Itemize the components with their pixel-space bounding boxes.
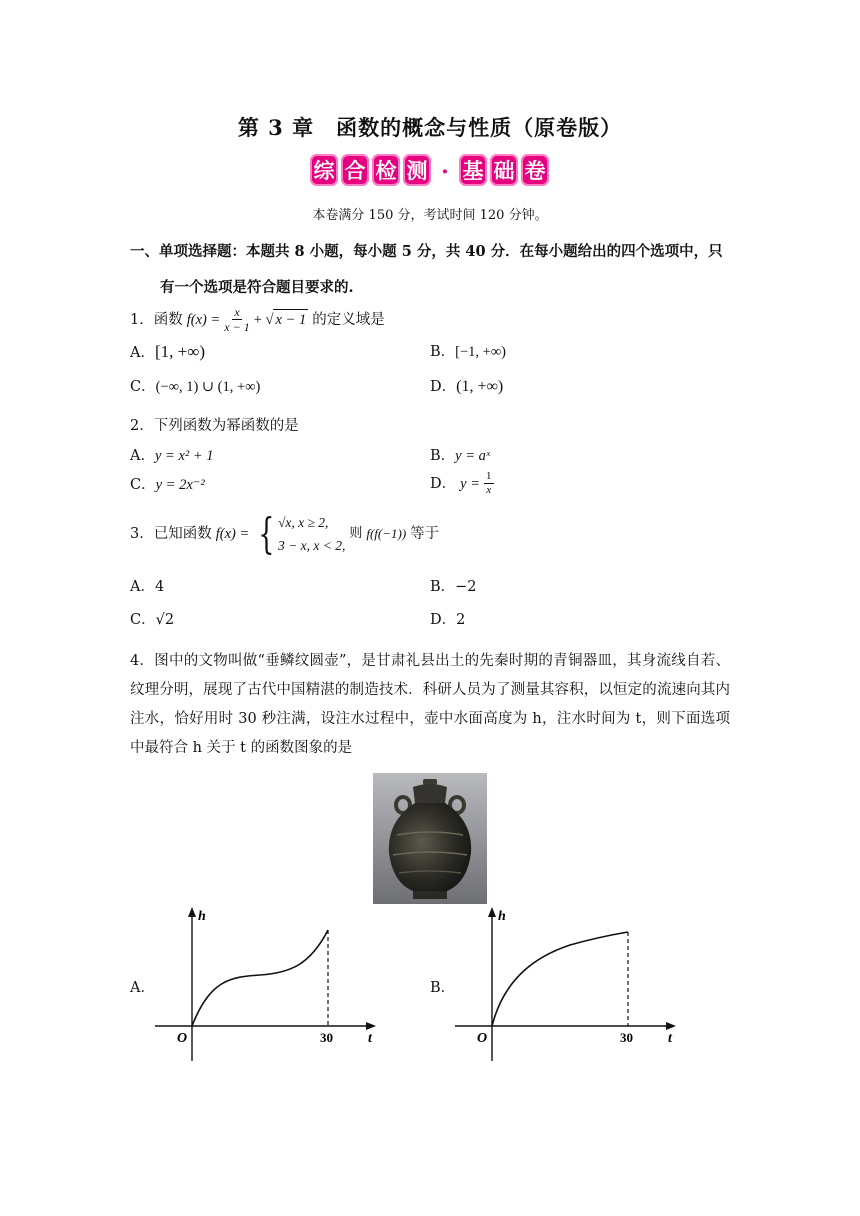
banner-char: 基 (459, 154, 487, 186)
banner-separator: · (441, 159, 449, 185)
page-title: 第 3 章 函数的概念与性质（原卷版） (237, 115, 623, 140)
numerator: x (234, 305, 240, 319)
x-axis-label: t (368, 1031, 372, 1046)
section-line-1: 一、单项选择题：本题共 8 小题，每小题 5 分，共 40 分．在每小题给出的四个选项中，只 (130, 243, 723, 260)
q2-option-d[interactable]: D． y = $\frac{1}{x}$ (430, 470, 492, 496)
section-line-2: 有一个选项是符合题目要求的. (160, 279, 354, 296)
bronze-pot-image (373, 773, 487, 904)
question-1-stem (130, 305, 385, 334)
q1-option-a[interactable]: A．[1, +∞) (130, 342, 206, 361)
q4-graph-a[interactable] (150, 905, 380, 1065)
q3-option-a[interactable]: A．4 (130, 579, 165, 595)
denominator: x − 1 (224, 320, 250, 334)
y-axis-label: h (498, 909, 506, 924)
q3-option-d[interactable]: D．2 (430, 612, 466, 628)
fraction (224, 305, 249, 334)
question-number: 1．函数 (130, 311, 183, 328)
q1-option-b[interactable]: B．[−1, +∞) (430, 344, 507, 360)
tick-label: 30 (320, 1030, 333, 1045)
case-2: 3 − x, x < 2, (278, 538, 346, 553)
banner-char: 综 (310, 154, 338, 186)
question-4-stem: 4．图中的文物叫做“垂鳞纹圆壶”，是甘肃礼县出土的先秦时期的青铜器皿，其身流线自若、纹理分明，展现了古代中国精湛的制造技术．科研人员为了测量其容积，以恒定的流速向其内注水，恰好用时 30 秒注满，设注水过程中，壶中水面高度为 h，注水时间为 t，则下面选项中最符合 h 关于 t 的函数图象的是 (130, 653, 730, 756)
exam-type-banner (310, 154, 549, 190)
q3-option-c[interactable]: C．√2 (130, 612, 175, 628)
question-3-stem: 3．已知函数 f(x) = { √x, x ≥ 2, 3 − x, x < 2, 则 f(f(−1)) 等于 (130, 509, 440, 558)
y-axis-label: h (198, 909, 206, 924)
section-heading (130, 234, 740, 306)
brace: { (258, 509, 275, 558)
question-number: 3．已知函数 (130, 526, 212, 542)
q4-option-b-label[interactable]: B． (430, 980, 456, 996)
case-1: √x, x ≥ 2, (278, 515, 329, 530)
q1-option-d[interactable]: D．(1, +∞) (430, 378, 504, 395)
function-name: f(x) = (215, 526, 250, 542)
q2-option-b[interactable]: B．y = aˣ (430, 448, 490, 464)
banner-char: 卷 (521, 154, 549, 186)
radicand: x − 1 (273, 309, 308, 330)
q4-option-a-label[interactable]: A． (130, 980, 155, 996)
exam-info: 本卷满分 150 分，考试时间 120 分钟。 (312, 208, 548, 223)
function-name: f(x) = (186, 311, 221, 328)
piecewise-cases (278, 511, 345, 557)
tick-label: 30 (620, 1030, 633, 1045)
expression: f(f(−1)) (366, 526, 407, 541)
q2-option-a[interactable]: A．y = x² + 1 (130, 448, 214, 464)
q2-option-c[interactable]: C．y = 2x⁻² (130, 477, 205, 493)
q3-option-b[interactable]: B．−2 (430, 579, 477, 595)
banner-char: 础 (490, 154, 518, 186)
sqrt-sign: + √ (253, 311, 274, 328)
q4-graph-b[interactable] (450, 905, 680, 1065)
banner-char: 检 (372, 154, 400, 186)
origin-label: O (477, 1031, 488, 1046)
x-axis-label: t (668, 1031, 672, 1046)
banner-char: 合 (341, 154, 369, 186)
question-suffix: 的定义域是 (312, 311, 385, 328)
question-2-stem: 2．下列函数为幂函数的是 (130, 418, 299, 434)
banner-char: 测 (403, 154, 431, 186)
q1-option-c[interactable]: C．(−∞, 1) ∪ (1, +∞) (130, 379, 261, 395)
origin-label: O (177, 1031, 188, 1046)
